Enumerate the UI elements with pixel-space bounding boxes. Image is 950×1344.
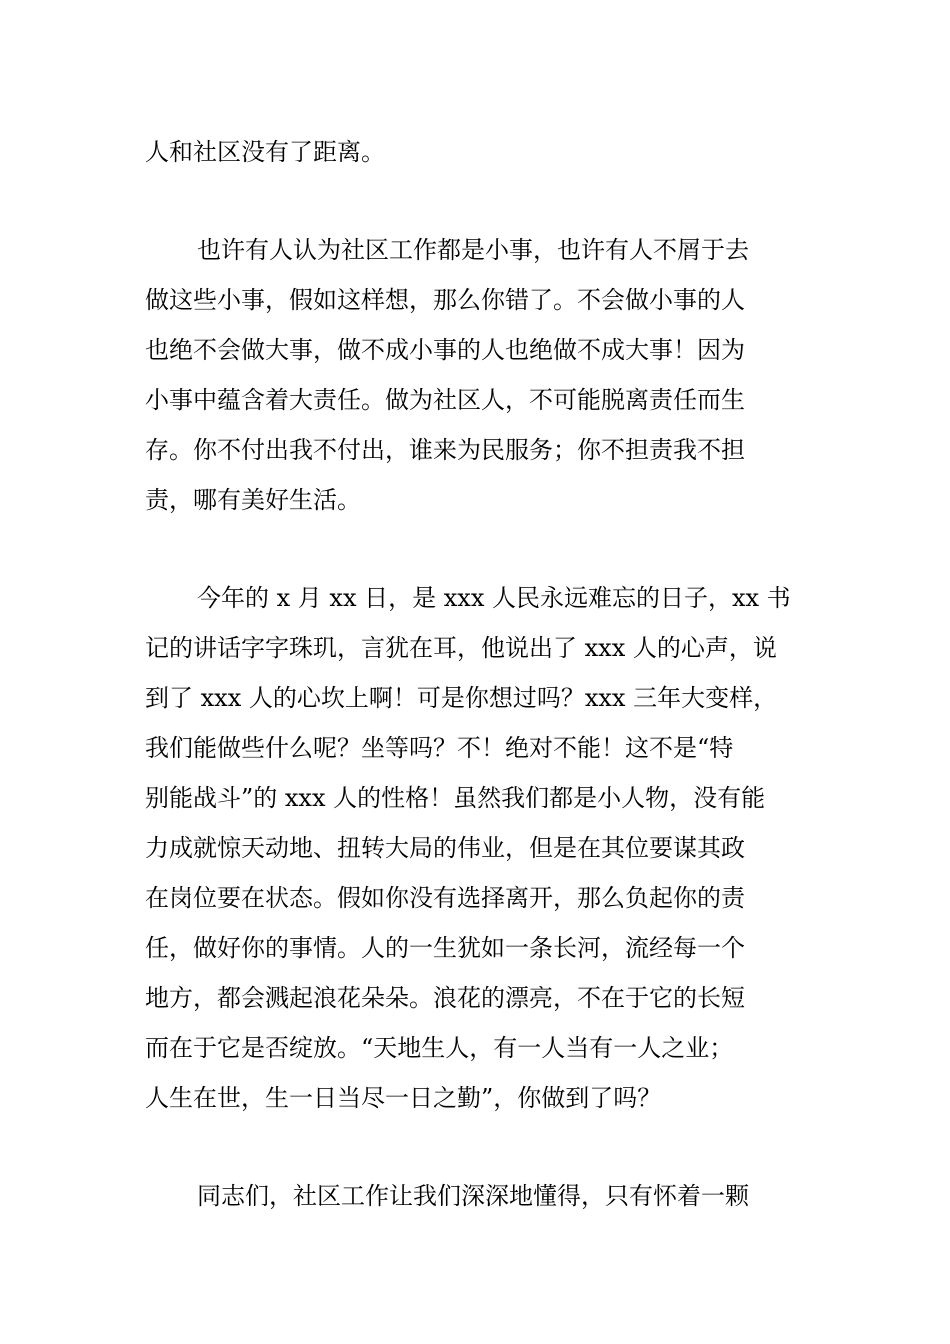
paragraph-1-line-1: 人和社区没有了距离。 (145, 138, 385, 166)
paragraph-3-line-5: 别能战斗”的 xxx 人的性格！虽然我们都是小人物，没有能 (145, 784, 766, 812)
paragraph-2-line-3: 也绝不会做大事，做不成小事的人也绝做不成大事！因为 (145, 336, 745, 364)
paragraph-3-line-6: 力成就惊天动地、扭转大局的伟业，但是在其位要谋其政 (145, 834, 745, 862)
paragraph-3-line-3: 到了 xxx 人的心坎上啊！可是你想过吗？xxx 三年大变样， (145, 684, 778, 712)
paragraph-3-line-11: 人生在世，生一日当尽一日之勤”，你做到了吗？ (145, 1084, 662, 1112)
paragraph-2-line-1: 也许有人认为社区工作都是小事，也许有人不屑于去 (197, 236, 749, 264)
paragraph-3-line-1: 今年的 x 月 xx 日，是 xxx 人民永远难忘的日子，xx 书 (197, 584, 791, 612)
paragraph-4-line-1: 同志们，社区工作让我们深深地懂得，只有怀着一颗 (197, 1182, 749, 1210)
paragraph-2-line-2: 做这些小事，假如这样想，那么你错了。不会做小事的人 (145, 286, 745, 314)
paragraph-3-line-2: 记的讲话字字珠玑，言犹在耳，他说出了 xxx 人的心声，说 (145, 634, 777, 662)
paragraph-2-line-5: 存。你不付出我不付出，谁来为民服务；你不担责我不担 (145, 436, 745, 464)
paragraph-3-line-7: 在岗位要在状态。假如你没有选择离开，那么负起你的责 (145, 884, 745, 912)
paragraph-2-line-4: 小事中蕴含着大责任。做为社区人，不可能脱离责任而生 (145, 386, 745, 414)
paragraph-3-line-4: 我们能做些什么呢？坐等吗？不！绝对不能！这不是“特 (145, 734, 734, 762)
paragraph-3-line-9: 地方，都会溅起浪花朵朵。浪花的漂亮，不在于它的长短 (145, 984, 745, 1012)
paragraph-3-line-10: 而在于它是否绽放。“天地生人，有一人当有一人之业； (145, 1034, 734, 1062)
paragraph-3-line-8: 任，做好你的事情。人的一生犹如一条长河，流经每一个 (145, 934, 745, 962)
paragraph-2-line-6: 责，哪有美好生活。 (145, 486, 361, 514)
